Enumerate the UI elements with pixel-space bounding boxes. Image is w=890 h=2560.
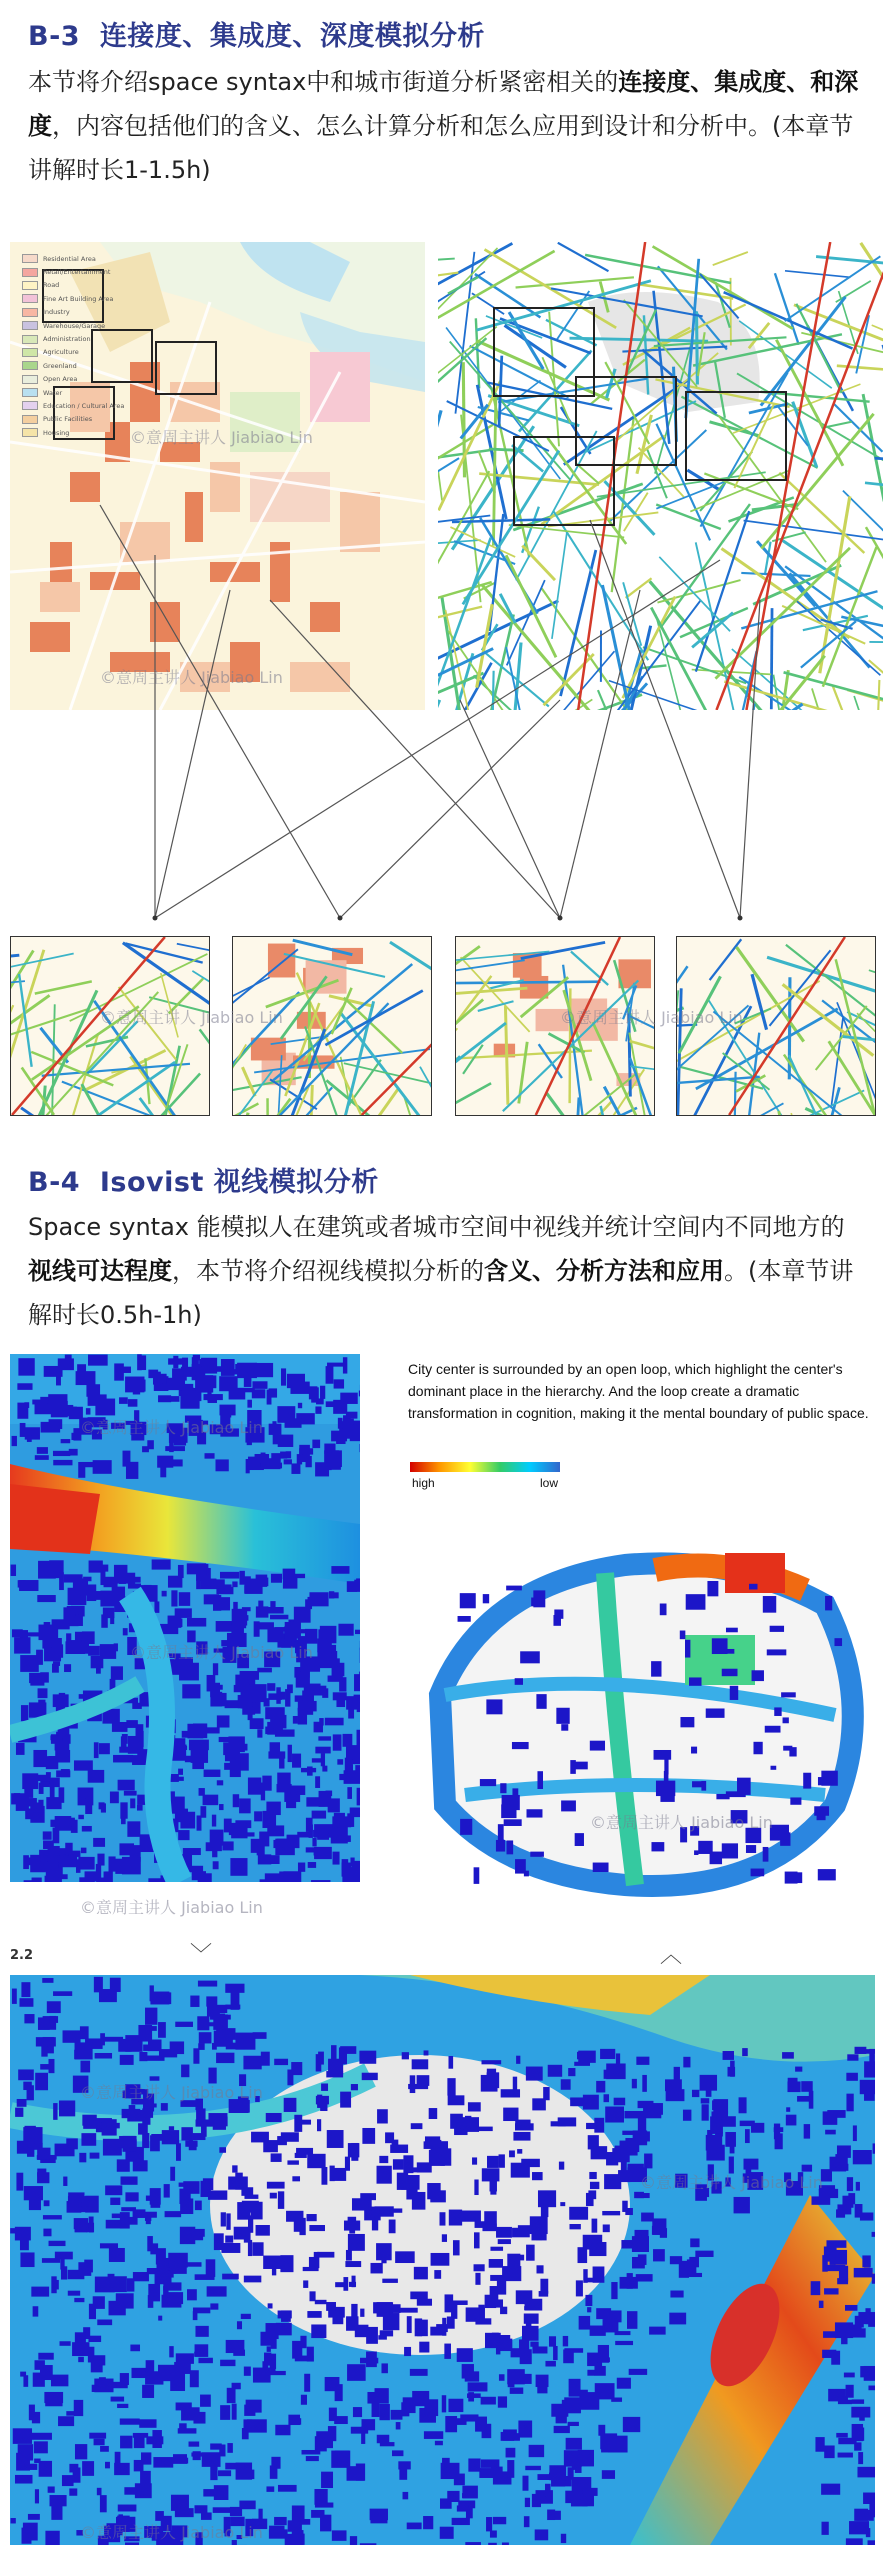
figure-label: 2.2 [10,1948,34,1963]
zoom-thumbnail-3 [455,936,655,1116]
legend-label: Public Facilities [43,415,93,424]
legend-label: Industry [43,308,70,317]
watermark: ©意周主讲人 Jiabiao Lin [80,2523,263,2542]
isovist-caption: City center is surrounded by an open loop, which highlight the center's dominant place in the hierarchy. And the loop create a dramatic transformation in cognition, making it the mental boundary of public space. [408,1361,869,1421]
watermark: ©意周主讲人 Jiabiao Lin [130,1643,313,1662]
legend-label: Education / Cultural Area [43,401,125,410]
legend-label: Greenland [43,361,77,370]
watermark: ©意周主讲人 Jiabiao Lin [100,1008,283,1027]
visibility-legend-bar [410,1462,560,1472]
b4-description: Space syntax 能模拟人在建筑或者城市空间中视线并统计空间内不同地方的视线可达程度，本节将介绍视线模拟分析的含义、分析方法和应用。(本章节讲解时长0.5h-1h) [28,1213,854,1329]
isovist-loop-map [405,1545,875,1910]
zoom-thumbnail-4 [676,936,876,1116]
zoom-thumbnail-1 [10,936,210,1116]
section-heading: 连接度、集成度、深度模拟分析 [99,21,485,52]
connector-lines [0,0,890,940]
section-heading: Isovist 视线模拟分析 [99,1167,379,1198]
watermark: ©意周主讲人 Jiabiao Lin [80,1898,263,1917]
watermark: ©意周主讲人 Jiabiao Lin [130,428,313,447]
legend-label: Fine Art Building Area [43,294,114,303]
watermark: ©意周主讲人 Jiabiao Lin [590,1813,773,1832]
b3-description: 本节将介绍space syntax中和城市街道分析紧密相关的连接度、集成度、和深度，内容包括他们的含义、怎么计算分析和怎么应用到设计和分析中。(本章节讲解时长1-1.5h) [28,68,859,184]
watermark: ©意周主讲人 Jiabiao Lin [560,1008,743,1027]
watermark: ©意周主讲人 Jiabiao Lin [80,2083,263,2102]
chevron-up-icon: ︿ [660,1943,683,1968]
legend-label: Warehouse/Garage [43,321,106,330]
zoom-thumbnail-2 [232,936,432,1116]
section-code: B-4 [28,1167,81,1198]
legend-label: Housing [43,428,70,437]
watermark: ©意周主讲人 Jiabiao Lin [640,2173,823,2192]
legend-label: Open Area [43,375,78,384]
section-title-b4 [28,1160,379,1199]
chevron-down-icon: ﹀ [190,1943,213,1968]
legend-high-label: high [412,1476,435,1490]
isovist-heatmap-large [10,1975,875,2545]
legend-label: Agriculture [43,348,79,357]
legend-label: Administration [43,335,91,344]
legend-label: Retail/Entertainment [43,268,111,277]
section-code: B-3 [28,21,81,52]
legend-low-label: low [540,1476,559,1490]
watermark: ©意周主讲人 Jiabiao Lin [100,668,283,687]
isovist-heatmap-left [10,1354,360,1882]
watermark: ©意周主讲人 Jiabiao Lin [80,1418,263,1437]
legend-label: Residential Area [43,254,96,263]
legend-label: Water [43,388,63,397]
legend-label: Road [43,281,60,290]
